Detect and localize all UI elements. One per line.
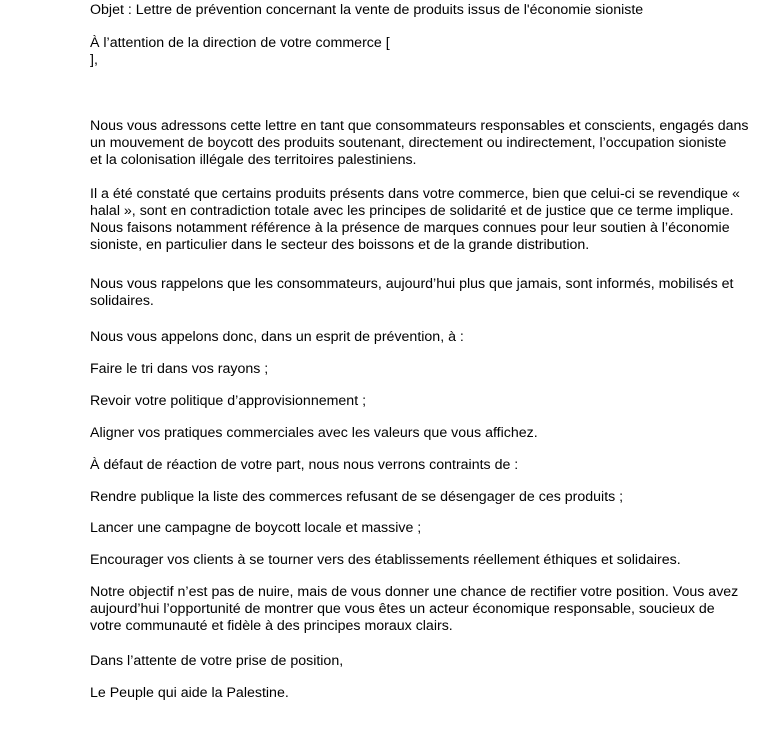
paragraph-3 <box>90 276 734 310</box>
recipient-line-1: À l’attention de la direction de votre commerce [ <box>90 35 390 51</box>
paragraph-3-line: Nous vous rappelons que les consommateurs, aujourd’hui plus que jamais, sont informés, mobilisés et <box>90 276 734 292</box>
paragraph-2 <box>90 186 740 254</box>
closing-line: Dans l’attente de votre prise de position, <box>90 653 344 669</box>
consequences-intro: À défaut de réaction de votre part, nous nous verrons contraints de : <box>90 457 519 473</box>
paragraph-4-line: aujourd’hui l’opportunité de montrer que vous êtes un acteur économique responsable, soucieux de <box>90 601 715 617</box>
recipient-line-2: ], <box>90 52 98 68</box>
paragraph-2-line: Il a été constaté que certains produits présents dans votre commerce, bien que celui-ci se revendique « <box>90 186 740 202</box>
paragraph-1 <box>90 118 749 169</box>
paragraph-4 <box>90 584 739 635</box>
paragraph-2-line: sioniste, en particulier dans le secteur des boissons et de la grande distribution. <box>90 237 590 253</box>
paragraph-2-line: Nous faisons notamment référence à la présence de marques connues pour leur soutien à l’économie <box>90 220 730 236</box>
paragraph-4-line: votre communauté et fidèle à des principes moraux clairs. <box>90 618 453 634</box>
letter-subject: Objet : Lettre de prévention concernant la vente de produits issus de l'économie sioniste <box>90 2 644 18</box>
request-item: Faire le tri dans vos rayons ; <box>90 361 269 377</box>
paragraph-2-line: halal », sont en contradiction totale avec les principes de solidarité et de justice que ce terme implique. <box>90 203 734 219</box>
paragraph-1-line: Nous vous adressons cette lettre en tant que consommateurs responsables et conscients, engagés dans <box>90 118 749 134</box>
recipient-block <box>90 35 690 69</box>
consequence-item: Lancer une campagne de boycott locale et massive ; <box>90 520 422 536</box>
signature: Le Peuple qui aide la Palestine. <box>90 685 289 701</box>
consequence-item: Encourager vos clients à se tourner vers des établissements réellement éthiques et solidaires. <box>90 552 681 568</box>
paragraph-4-line: Notre objectif n’est pas de nuire, mais de vous donner une chance de rectifier votre position. Vous avez <box>90 584 739 600</box>
paragraph-1-line: un mouvement de boycott des produits soutenant, directement ou indirectement, l’occupation sioniste <box>90 135 727 151</box>
request-item: Revoir votre politique d’approvisionnement ; <box>90 393 367 409</box>
paragraph-1-line: et la colonisation illégale des territoires palestiniens. <box>90 152 417 168</box>
consequence-item: Rendre publique la liste des commerces refusant de se désengager de ces produits ; <box>90 489 624 505</box>
requests-intro: Nous vous appelons donc, dans un esprit de prévention, à : <box>90 329 464 345</box>
request-item: Aligner vos pratiques commerciales avec les valeurs que vous affichez. <box>90 425 538 441</box>
paragraph-3-line: solidaires. <box>90 293 154 309</box>
